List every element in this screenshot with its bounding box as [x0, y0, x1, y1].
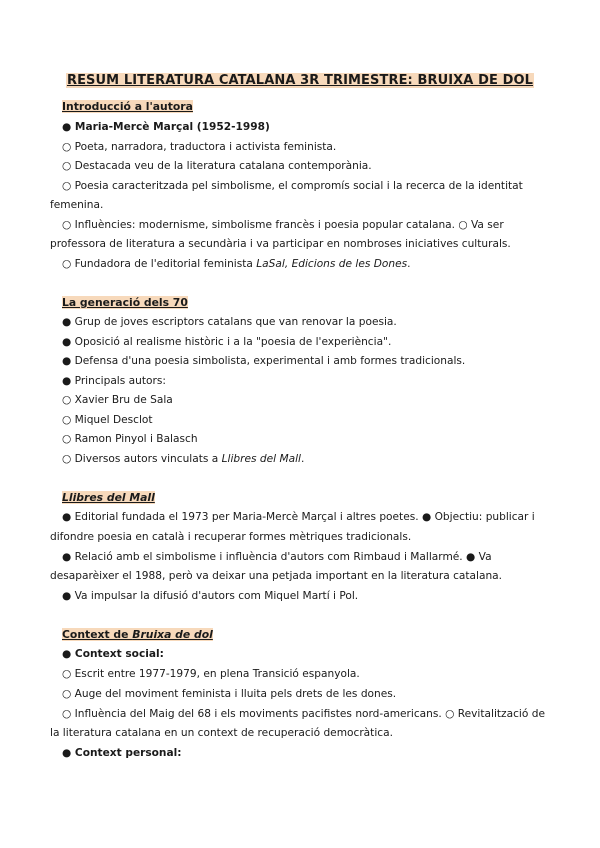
list-item: ● Grup de joves escriptors catalans que van renovar la poesia.: [62, 316, 397, 328]
list-item: ○ Destacada veu de la literatura catalana contemporània.: [62, 160, 372, 172]
list-item-continuation: professora de literatura a secundària i va participar en nombroses iniciatives culturals.: [50, 238, 511, 250]
list-item-continuation: la literatura catalana en un context de recuperació democràtica.: [50, 727, 393, 739]
list-item: ● Context social:: [62, 648, 164, 660]
list-item: ● Principals autors:: [62, 375, 166, 387]
document-title: RESUM LITERATURA CATALANA 3R TRIMESTRE: BRUIXA DE DOL: [66, 73, 534, 88]
list-item: ● Editorial fundada el 1973 per Maria-Mercè Marçal i altres poetes. ● Objectiu: publicar i: [62, 511, 535, 523]
list-item: ○ Escrit entre 1977-1979, en plena Transició espanyola.: [62, 668, 360, 680]
list-item: ○ Diversos autors vinculats a Llibres del Mall.: [62, 453, 305, 465]
list-item: ● Relació amb el simbolisme i influència d'autors com Rimbaud i Mallarmé. ● Va: [62, 551, 492, 563]
list-item: ○ Miquel Desclot: [62, 414, 153, 426]
list-item: ○ Xavier Bru de Sala: [62, 394, 173, 406]
list-item: ● Defensa d'una poesia simbolista, experimental i amb formes tradicionals.: [62, 355, 466, 367]
author-name-bullet: ● Maria-Mercè Marçal (1952-1998): [62, 121, 270, 133]
list-item-continuation: difondre poesia en català i recuperar formes mètriques tradicionals.: [50, 531, 412, 543]
list-item: ○ Fundadora de l'editorial feminista LaSal, Edicions de les Dones.: [62, 258, 411, 270]
section-heading-introduccio: Introducció a l'autora: [62, 100, 193, 113]
section-heading-llibres-del-mall: Llibres del Mall: [62, 491, 155, 504]
list-item: ● Va impulsar la difusió d'autors com Miquel Martí i Pol.: [62, 590, 359, 602]
list-item: ● Context personal:: [62, 747, 182, 759]
list-item: ● Oposició al realisme històric i a la "poesia de l'experiència".: [62, 336, 392, 348]
list-item: ○ Influències: modernisme, simbolisme francès i poesia popular catalana. ○ Va ser: [62, 219, 504, 231]
section-heading-generacio: La generació dels 70: [62, 296, 188, 309]
section-heading-context: Context de Bruixa de dol: [62, 628, 213, 641]
list-item: ○ Influència del Maig del 68 i els moviments pacifistes nord-americans. ○ Revitalització de: [62, 708, 545, 720]
list-item-continuation: desaparèixer el 1988, però va deixar una petjada important en la literatura catalana.: [50, 570, 503, 582]
list-item: ○ Auge del moviment feminista i lluita pels drets de les dones.: [62, 688, 397, 700]
list-item-continuation: femenina.: [50, 199, 104, 211]
list-item: ○ Poeta, narradora, traductora i activista feminista.: [62, 141, 337, 153]
list-item: ○ Poesia caracteritzada pel simbolisme, el compromís social i la recerca de la identitat: [62, 180, 523, 192]
list-item: ○ Ramon Pinyol i Balasch: [62, 433, 198, 445]
